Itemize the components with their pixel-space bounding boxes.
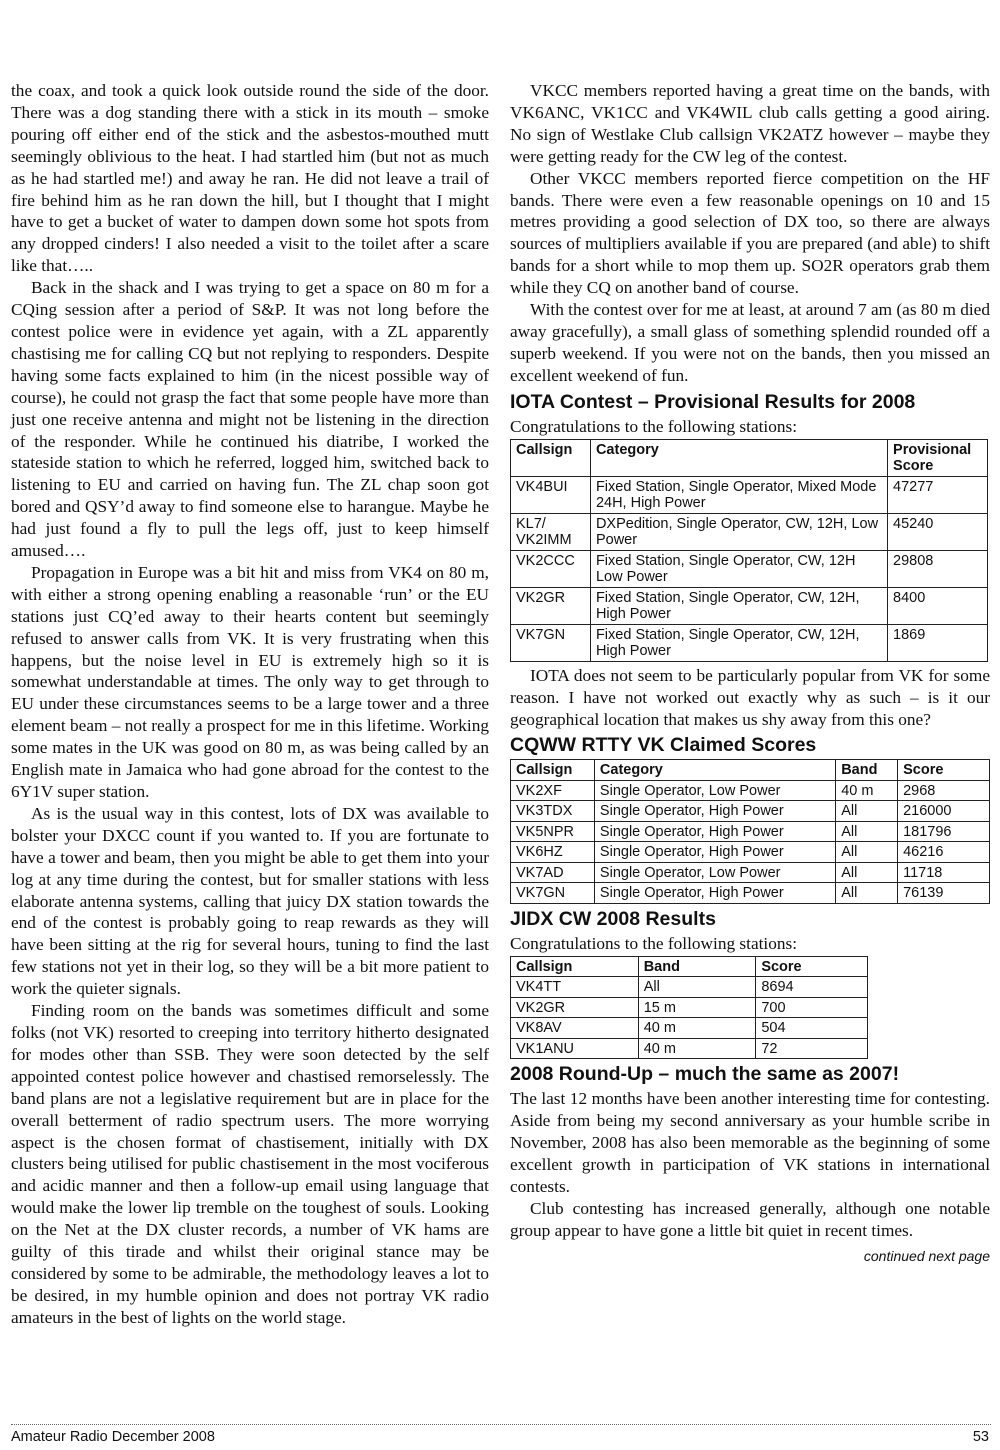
paragraph: With the contest over for me at least, at around 7 am (as 80 m died away gracefully), a small glass of something splendid rounded off a superb weekend. If you were not on the bands, then you missed an excellent weekend of fun.	[510, 300, 990, 385]
table-cell: Fixed Station, Single Operator, CW, 12H, High Power	[590, 587, 887, 624]
table-cell: VK2GR	[511, 587, 591, 624]
paragraph: Other VKCC members reported fierce competition on the HF bands. There were even a few reasonable openings on 10 and 15 metres providing a good selection of DX too, so there are always sources of multipliers available if you are prepared (and able) to shift bands for a short while to mop them up. SO2R operators grab them while they CQ on another band of course.	[510, 168, 990, 298]
table-row	[511, 587, 988, 624]
table-cell: 40 m	[836, 780, 898, 801]
table-cell: VK8AV	[511, 1018, 639, 1039]
column-header: Band	[836, 760, 898, 781]
table-cell: 181796	[898, 821, 990, 842]
paragraph: The last 12 months have been another interesting time for contesting. Aside from being my second anniversary as your humble scribe in November, 2008 has also been memorable as the beginning of some excellent growth in participation of VK stations in international contests.	[510, 1089, 990, 1197]
page-number: 53	[972, 1429, 989, 1445]
jidx-intro: Congratulations to the following stations:	[510, 933, 798, 953]
table-cell: 700	[756, 997, 868, 1018]
table-cell: 15 m	[638, 997, 756, 1018]
table-cell: 11718	[898, 862, 990, 883]
jidx-heading: JIDX CW 2008 Results	[510, 907, 716, 930]
table-cell: All	[836, 801, 898, 822]
table-cell: Single Operator, High Power	[594, 821, 835, 842]
paragraph: Finding room on the bands was sometimes difficult and some folks (not VK) resorted to creeping into territory hitherto designated for modes other than SSB. They were soon detected by the self appointed contest police however and chastised remorselessly. The band plans are not a legislative requirement but are in place for the overall betterment of radio spectrum users. The more worrying aspect is the chosen format of chastisement, initially with DX clusters being utilised for public chastisement in the most vociferous and acidic manner and then a follow-up email using language that would make the lower lip tremble on the toughest of souls. Looking on the Net at the DX cluster records, a number of VK hams are guilty of this tirade and whilst their original stance may be considered by some to be admirable, the methodology leaves a lot to be desired, in my humble opinion and does not portray VK radio amateurs in the best of lights on the world stage.	[11, 1001, 489, 1327]
iota-results-table	[510, 439, 988, 662]
table-cell: Fixed Station, Single Operator, CW, 12H Low Power	[590, 550, 887, 587]
table-cell: Fixed Station, Single Operator, Mixed Mode 24H, High Power	[590, 476, 887, 513]
table-cell: VK7AD	[511, 862, 595, 883]
table-cell: VK4BUI	[511, 476, 591, 513]
table-row	[511, 977, 868, 998]
table-cell: 8694	[756, 977, 868, 998]
table-cell: VK3TDX	[511, 801, 595, 822]
table-row	[511, 862, 990, 883]
paragraph: As is the usual way in this contest, lots of DX was available to bolster your DXCC count if you wanted to. If you are fortunate to have a tower and beam, then you might be able to get them into your log at any time during the contest, but for smaller stations with less elaborate antenna systems, calling that juicy DX station towards the end of the contest is probably going to reap rewards as they will have been sitting at the rig for several hours, tuning to find the last few stations not yet in their log, so they will be a bit more patient to work the quieter signals.	[11, 803, 489, 999]
paragraph: Club contesting has increased generally, although one notable group appear to have gone a little bit quiet in recent times.	[510, 1198, 990, 1240]
table-cell: Single Operator, Low Power	[594, 862, 835, 883]
table-cell: 216000	[898, 801, 990, 822]
paragraph: the coax, and took a quick look outside round the side of the door. There was a dog standing there with a stick in its mouth – smoke pouring off either end of the stick and the asbestos-mouthed mutt seemingly oblivious to the heat. I had startled him (but not as much as he had startled me!) and away he ran. He did not leave a trail of fire behind him as he ran down the hill, but I thought that I might have to get a bucket of water to dampen down some hot spots from any dropped cinders! I also needed a visit to the toilet after a scare like that…..	[11, 81, 489, 276]
table-cell: 2968	[898, 780, 990, 801]
table-cell: VK2CCC	[511, 550, 591, 587]
table-row	[511, 1038, 868, 1059]
table-cell: Single Operator, High Power	[594, 842, 835, 863]
table-row	[511, 821, 990, 842]
column-header: Score	[756, 956, 868, 977]
paragraph: Back in the shack and I was trying to get a space on 80 m for a CQing session after a period of S&P. It was not long before the contest police were in evidence yet again, with a ZL apparently chastising me for calling CQ but not replying to responders. Despite having some facts explained to him (in the nicest possible way of course), he could not grasp the fact that some people have more than just one receive antenna and might not be listening in the direction of the responder. While he continued his diatribe, I worked the stateside station to which he referred, logged him, switched back to listening to EU and carried on having fun. The ZL chap soon got bored and QSY’d away to find someone else to harangue. Maybe he had just found a fly to pull the legs off, just to keep himself amused….	[11, 278, 489, 561]
paragraph: IOTA does not seem to be particularly popular from VK for some reason. I have not worked out exactly why as such – is it our geographical location that makes us shy away from this one?	[510, 665, 990, 729]
table-cell: 8400	[888, 587, 988, 624]
column-header: Category	[594, 760, 835, 781]
cqww-heading: CQWW RTTY VK Claimed Scores	[510, 734, 817, 757]
table-row	[511, 801, 990, 822]
table-cell: VK1ANU	[511, 1038, 639, 1059]
table-cell: VK2GR	[511, 997, 639, 1018]
cqww-scores-table	[510, 759, 990, 904]
table-cell: 40 m	[638, 1018, 756, 1039]
footer-publication: Amateur Radio December 2008	[11, 1429, 215, 1445]
table-cell: 46216	[898, 842, 990, 863]
table-cell: 40 m	[638, 1038, 756, 1059]
footer-divider	[11, 1424, 991, 1425]
column-header: Callsign	[511, 439, 591, 476]
table-cell: KL7/ VK2IMM	[511, 513, 591, 550]
iota-heading: IOTA Contest – Provisional Results for 2008	[510, 390, 916, 413]
table-cell: 47277	[888, 476, 988, 513]
column-header: Callsign	[511, 760, 595, 781]
jidx-results-table	[510, 956, 868, 1060]
table-cell: 72	[756, 1038, 868, 1059]
column-header: Provisional Score	[888, 439, 988, 476]
column-header: Callsign	[511, 956, 639, 977]
table-row	[511, 780, 990, 801]
table-row	[511, 997, 868, 1018]
table-cell: VK5NPR	[511, 821, 595, 842]
table-cell: VK2XF	[511, 780, 595, 801]
table-row	[511, 476, 988, 513]
right-column	[510, 80, 990, 1264]
table-cell: All	[836, 862, 898, 883]
left-column	[11, 80, 489, 1329]
roundup-heading: 2008 Round-Up – much the same as 2007!	[510, 1063, 900, 1086]
table-cell: Single Operator, High Power	[594, 801, 835, 822]
column-header: Category	[590, 439, 887, 476]
table-cell: All	[836, 842, 898, 863]
table-cell: VK6HZ	[511, 842, 595, 863]
table-cell: 504	[756, 1018, 868, 1039]
column-header: Band	[638, 956, 756, 977]
table-cell: VK7GN	[511, 883, 595, 904]
table-row	[511, 842, 990, 863]
table-cell: 45240	[888, 513, 988, 550]
table-cell: DXPedition, Single Operator, CW, 12H, Low Power	[590, 513, 887, 550]
table-row	[511, 550, 988, 587]
table-cell: Fixed Station, Single Operator, CW, 12H, High Power	[590, 624, 887, 661]
table-row	[511, 513, 988, 550]
table-cell: 76139	[898, 883, 990, 904]
table-cell: Single Operator, High Power	[594, 883, 835, 904]
table-cell: All	[836, 821, 898, 842]
continued-note: continued next page	[863, 1247, 990, 1264]
table-cell: 29808	[888, 550, 988, 587]
paragraph: Propagation in Europe was a bit hit and miss from VK4 on 80 m, with either a strong opening enabling a reasonable ‘run’ or the EU stations just CQ’ed away to their hearts content but seemingly refused to answer calls from VK. It is very frustrating when this happens, but the noise level in EU is extremely high so it is somewhat understandable at times. The only way to get through to EU under these circumstances seems to be a large tower and a three element beam – not really a prospect for me in this lifetime. Working some mates in the UK was good on 80 m, as was being called by an English mate in Jamaica who had gone abroad for the contest to the 6Y1V super station.	[11, 562, 489, 801]
column-header: Score	[898, 760, 990, 781]
table-cell: All	[638, 977, 756, 998]
table-row	[511, 624, 988, 661]
iota-intro: Congratulations to the following stations:	[510, 416, 798, 436]
table-cell: VK7GN	[511, 624, 591, 661]
table-row	[511, 883, 990, 904]
table-cell: Single Operator, Low Power	[594, 780, 835, 801]
table-cell: VK4TT	[511, 977, 639, 998]
table-row	[511, 1018, 868, 1039]
paragraph: VKCC members reported having a great time on the bands, with VK6ANC, VK1CC and VK4WIL club calls getting a good airing. No sign of Westlake Club callsign VK2ATZ however – maybe they were getting ready for the CW leg of the contest.	[510, 81, 990, 166]
table-cell: All	[836, 883, 898, 904]
table-cell: 1869	[888, 624, 988, 661]
